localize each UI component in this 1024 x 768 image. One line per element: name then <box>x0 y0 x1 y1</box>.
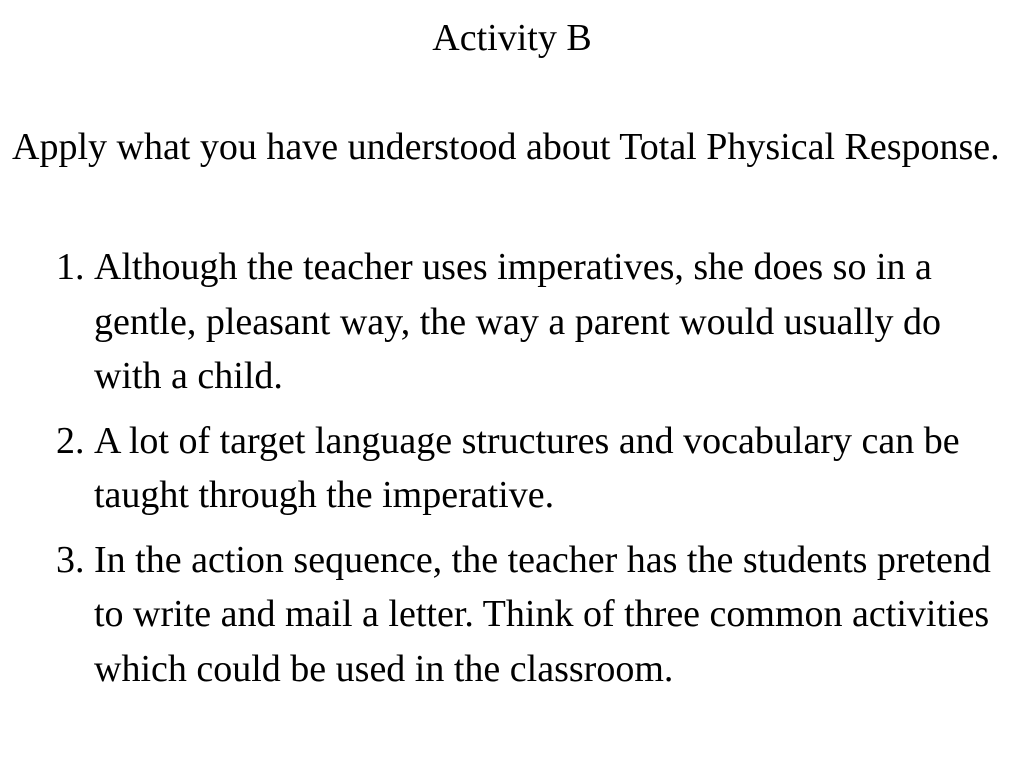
intro-text: Apply what you have understood about Total Physical Response. <box>12 126 1000 168</box>
item-number: 3. <box>56 538 85 581</box>
slide-title: Activity B <box>432 17 592 59</box>
item-number: 2. <box>56 419 85 462</box>
activity-list <box>0 240 1024 706</box>
list-item <box>0 533 1014 697</box>
list-item <box>0 240 1014 404</box>
item-text: A lot of target language structures and vocabulary can be taught through the imperative. <box>94 419 960 516</box>
list-item <box>0 414 1014 523</box>
item-text: In the action sequence, the teacher has the students pretend to write and mail a letter. Think of three common activities which could be used in the classroom. <box>94 538 991 690</box>
item-text: Although the teacher uses imperatives, she does so in a gentle, pleasant way, the way a parent would usually do with a child. <box>94 246 942 397</box>
item-number: 1. <box>56 246 85 288</box>
